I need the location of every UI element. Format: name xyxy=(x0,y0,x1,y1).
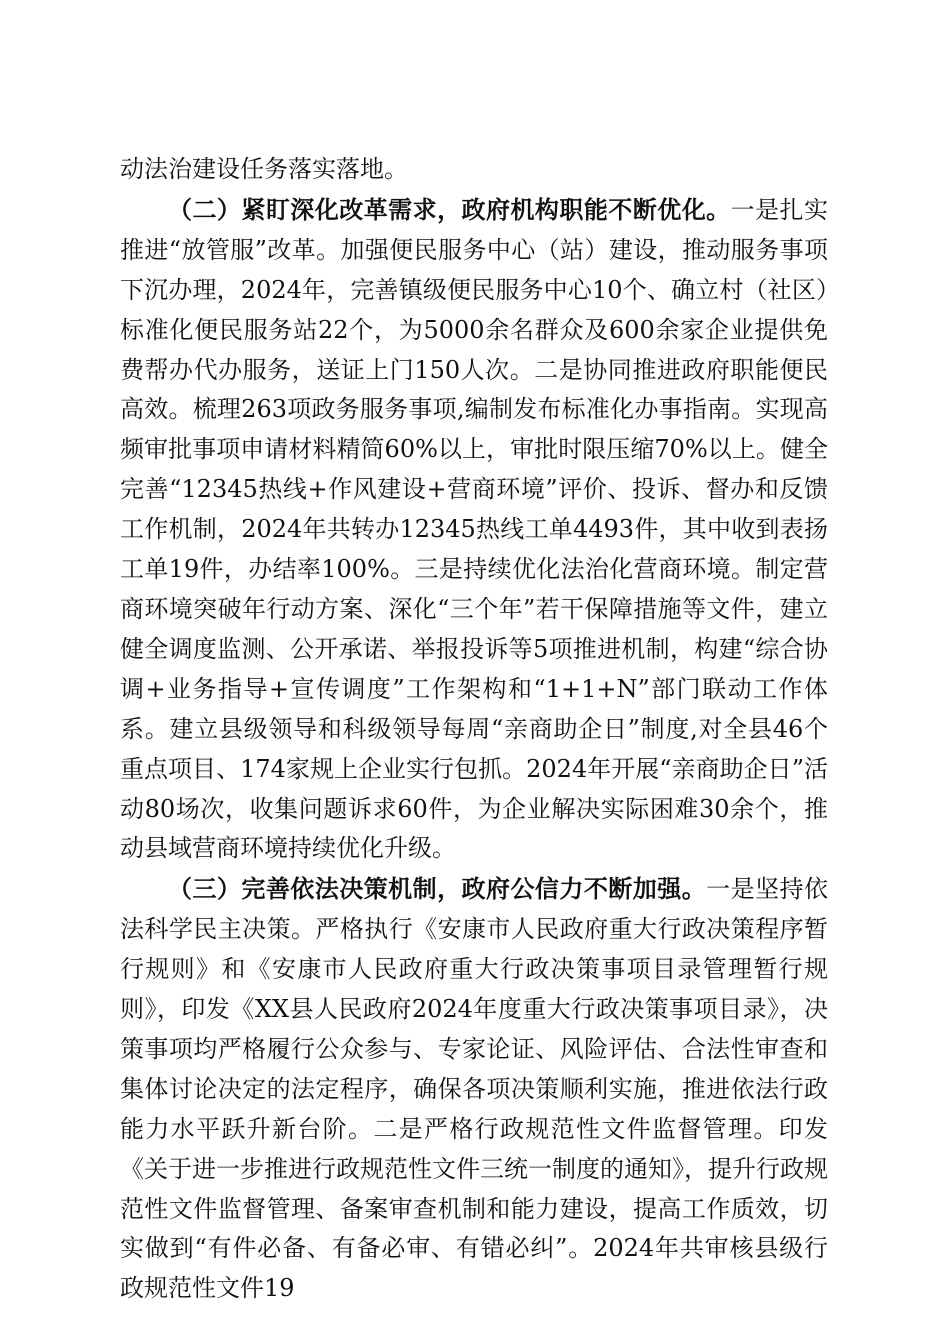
paragraph-section-3 xyxy=(120,869,828,1309)
paragraph-text: 一是坚持依法科学民主决策。严格执行《安康市人民政府重大行政决策程序暂行规则》和《安康市人民政府重大行政决策事项目录管理暂行规则》，印发《XX县人民政府2024年度重大行政决策事项目录》，决策事项均严格履行公众参与、专家论证、风险评估、合法性审查和集体讨论决定的法定程序，确保各项决策顺利实施，推进依法行政能力水平跃升新台阶。二是严格行政规范性文件监督管理。印发《关于进一步推进行政规范性文件三统一制度的通知》，提升行政规范性文件监督管理、备案审查机制和能力建设，提高工作质效，切实做到“有件必备、有备必审、有错必纠”。2024年共审核县级行政规范性文件19 xyxy=(120,875,829,1303)
paragraph-continuation xyxy=(120,150,828,190)
section-heading: （三）完善依法决策机制，政府公信力不断加强。 xyxy=(168,874,707,904)
paragraph-text: 动法治建设任务落实落地。 xyxy=(120,155,408,183)
paragraph-section-2 xyxy=(120,190,828,869)
section-heading: （二）紧盯深化改革需求，政府机构职能不断优化。 xyxy=(168,194,731,224)
document-page xyxy=(120,150,828,1309)
paragraph-text: 一是扎实推进“放管服”改革。加强便民服务中心（站）建设，推动服务事项下沉办理，2024年，完善镇级便民服务中心10个、确立村（社区）标准化便民服务站22个，为5000余名群众及600余家企业提供免费帮办代办服务，送证上门150人次。二是协同推进政府职能便民高效。梳理263项政务服务事项,编制发布标准化办事指南。实现高频审批事项申请材料精简60%以上，审批时限压缩70%以上。健全完善“12345热线+作风建设+营商环境”评价、投诉、督办和反馈工作机制，2024年共转办12345热线工单4493件，其中收到表扬工单19件，办结率100%。三是持续优化法治化营商环境。制定营商环境突破年行动方案、深化“三个年”若干保障措施等文件，建立健全调度监测、公开承诺、举报投诉等5项推进机制，构建“综合协调+业务指导+宣传调度”工作架构和“1+1+N”部门联动工作体系。建立县级领导和科级领导每周“亲商助企日”制度,对全县46个重点项目、174家规上企业实行包抓。2024年开展“亲商助企日”活动80场次，收集问题诉求60件，为企业解决实际困难30余个，推动县域营商环境持续优化升级。 xyxy=(120,195,829,863)
